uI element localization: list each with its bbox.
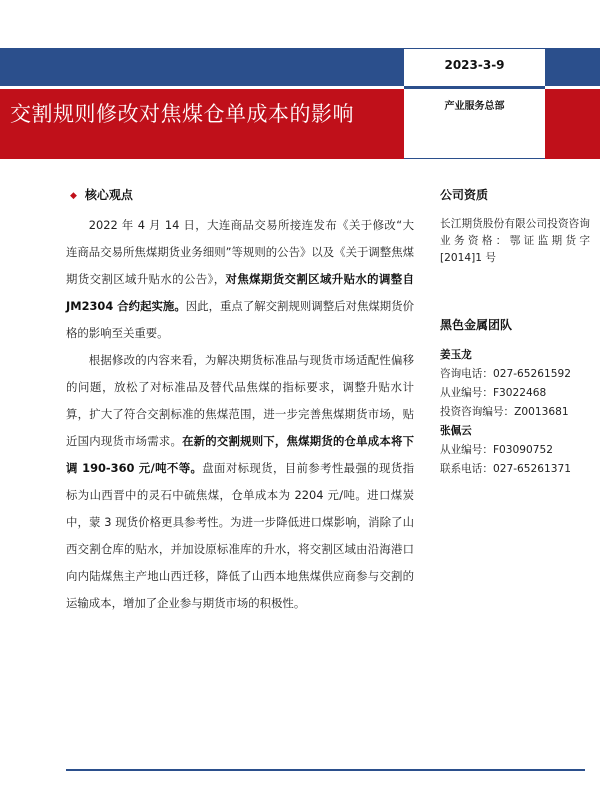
header-band-blue — [0, 48, 404, 86]
section-title: 核心观点 — [84, 188, 133, 202]
report-date: 2023-3-9 — [444, 58, 505, 72]
paragraph — [66, 347, 414, 617]
divider — [404, 158, 545, 159]
contact-license: 从业编号：F3022468 — [440, 387, 547, 399]
page-title: 交割规则修改对焦煤仓单成本的影响 — [10, 102, 354, 126]
contact-advisory-license: 投资咨询编号：Z0013681 — [440, 406, 569, 418]
header-band-blue-right — [545, 48, 600, 86]
department-name: 产业服务总部 — [444, 101, 505, 112]
contact-name: 张佩云 — [440, 425, 472, 437]
body-text — [66, 212, 414, 617]
paragraph-emphasis: 在新的交割规则下，焦煤期货的仓单成本将下调 190-360 元/吨不等。 — [66, 434, 414, 475]
section-heading — [70, 186, 133, 203]
qualification-text: 长江期货股份有限公司投资咨询业务资格：鄂证监期货字[2014]1 号 — [440, 218, 590, 264]
paragraph-text: 根据修改的内容来看，为解决期货标准品与现货市场适配性偏移的问题，放松了对标准品及替代品焦煤的指标要求，调整升贴水计算，扩大了符合交割标准的焦煤范围，进一步完善焦煤期货市场，贴近国内现货市场需求。 — [66, 353, 414, 448]
paragraph-text: 2022 年 4 月 14 日，大连商品交易所接连发布《关于修改“大连商品交易所焦煤期货业务细则”等规则的公告》以及《关于调整焦煤期货交割区域升贴水的公告》， — [66, 218, 414, 286]
team-heading: 黑色金属团队 — [440, 318, 513, 332]
paragraph-text: 盘面对标现货，目前参考性最强的现货指标为山西晋中的灵石中硫焦煤，仓单成本为 2204 元/吨。进口煤炭中，蒙 3 现货价格更具参考性。为进一步降低进口煤影响，消除了山西交割仓库的贴水，并加设原标准库的升水，将交割区域由沿海港口向内陆煤焦主产地山西迁移，降低了山西本地焦煤供应商参与交割的运输成本，增加了企业参与期货市场的积极性。 — [66, 461, 414, 610]
contact-name: 姜玉龙 — [440, 349, 472, 361]
diamond-bullet-icon: ◆ — [70, 191, 77, 201]
contact-license: 从业编号：F03090752 — [440, 444, 553, 456]
paragraph-emphasis: 对焦煤期货交割区域升贴水的调整自 JM2304 合约起实施。 — [66, 272, 414, 313]
qualification-heading: 公司资质 — [440, 188, 489, 202]
contact-phone: 联系电话：027-65261371 — [440, 463, 571, 475]
paragraph — [66, 212, 414, 347]
contact-phone: 咨询电话：027-65261592 — [440, 368, 571, 380]
paragraph-text: 因此，重点了解交割规则调整后对焦煤期货价格的影响至关重要。 — [66, 299, 414, 340]
header-band-red-right — [545, 89, 600, 159]
contact-list — [440, 346, 571, 479]
divider — [404, 86, 545, 89]
footer-divider — [66, 769, 585, 771]
divider — [404, 48, 545, 49]
